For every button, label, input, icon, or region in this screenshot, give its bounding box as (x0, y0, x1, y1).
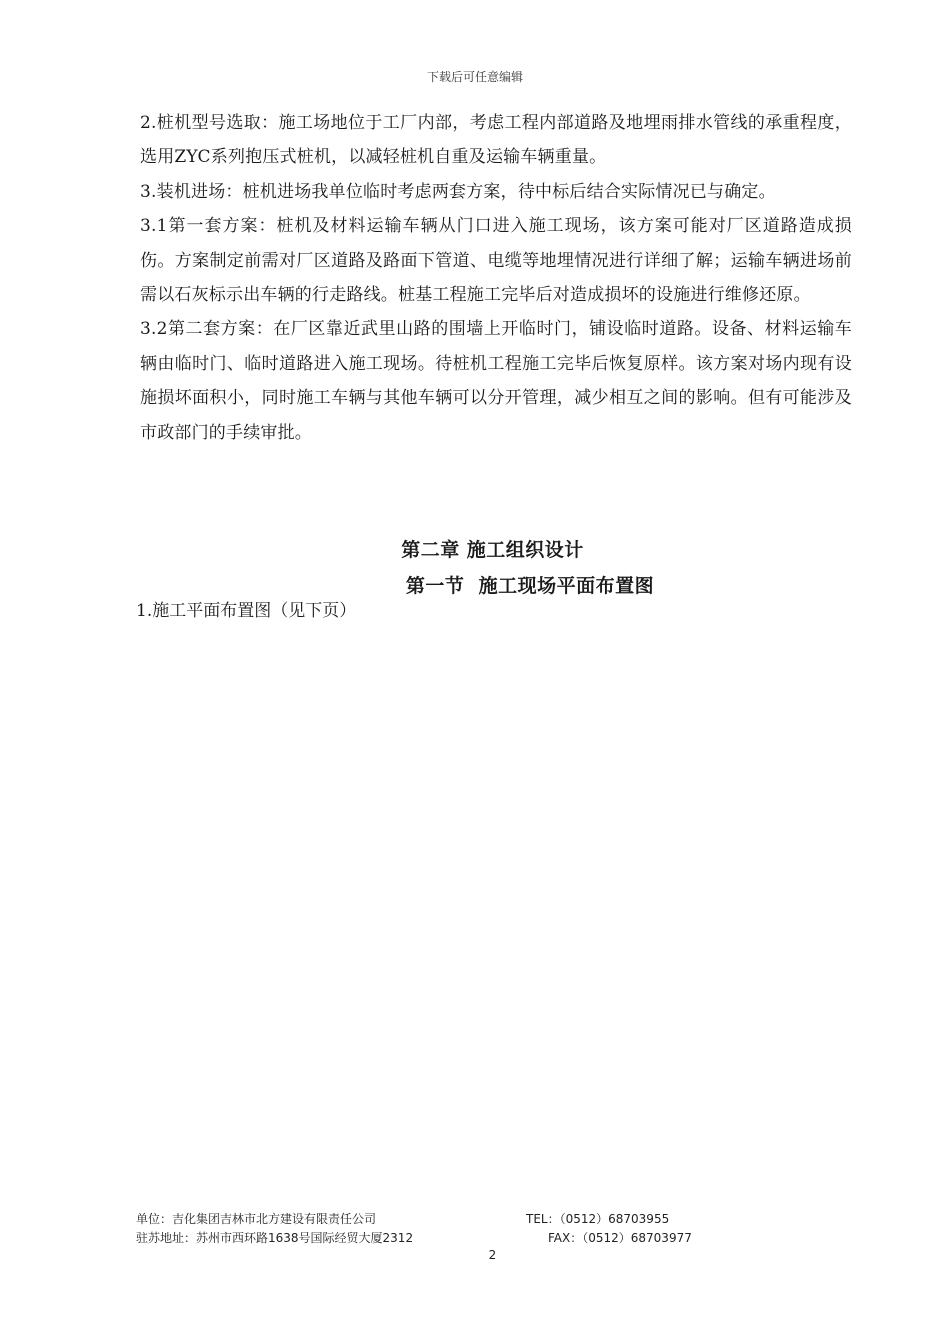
body-text (140, 106, 852, 450)
paragraph-pile-machine-selection: 2.桩机型号选取：施工场地位于工厂内部，考虑工程内部道路及地埋雨排水管线的承重程度，选用ZYC系列抱压式桩机，以减轻桩机自重及运输车辆重量。 (140, 113, 852, 168)
paragraph-machine-entry: 3.装机进场：桩机进场我单位临时考虑两套方案，待中标后结合实际情况已与确定。 (140, 181, 776, 202)
footer-tel: TEL：（0512）68703955 (526, 1212, 670, 1226)
footer-fax: FAX：（0512）68703977 (548, 1231, 692, 1245)
page-number: 2 (488, 1248, 497, 1262)
chapter-title: 第二章 施工组织设计 (401, 539, 584, 561)
page-footer (136, 1210, 836, 1248)
footer-address: 驻苏地址：苏州市西环路1638号国际经贸大厦2312 (136, 1231, 414, 1245)
footer-row-unit (136, 1210, 836, 1229)
page-header: 下载后可任意编辑 (426, 70, 523, 84)
footer-row-address (136, 1229, 836, 1248)
section-title: 第一节 施工现场平面布置图 (405, 575, 655, 597)
footer-unit: 单位：吉化集团吉林市北方建设有限责任公司 (136, 1212, 377, 1226)
paragraph-plan-one: 3.1第一套方案：桩机及材料运输车辆从门口进入施工现场，该方案可能对厂区道路造成损伤。方案制定前需对厂区道路及路面下管道、电缆等地埋情况进行详细了解；运输车辆进场前需以石灰标示出车辆的行走路线。桩基工程施工完毕后对造成损坏的设施进行维修还原。 (140, 216, 852, 306)
paragraph-plan-two: 3.2第二套方案：在厂区靠近武里山路的围墙上开临时门，铺设临时道路。设备、材料运输车辆由临时门、临时道路进入施工现场。待桩机工程施工完毕后恢复原样。该方案对场内现有设施损坏面积小，同时施工车辆与其他车辆可以分开管理，减少相互之间的影响。但有可能涉及市政部门的手续审批。 (140, 319, 852, 443)
layout-plan-item: 1.施工平面布置图（见下页） (136, 601, 357, 621)
